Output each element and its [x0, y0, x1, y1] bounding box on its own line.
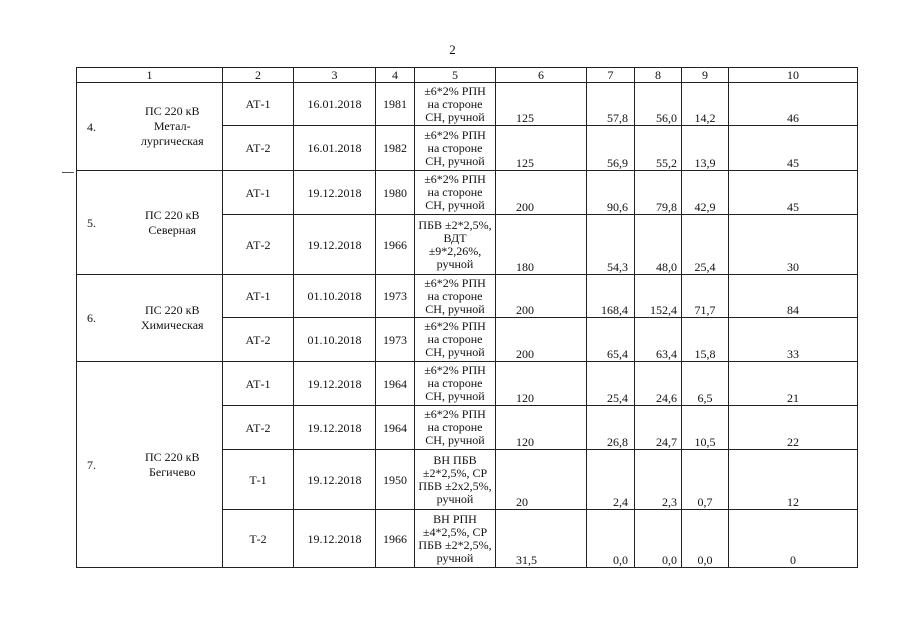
header-row	[77, 68, 858, 83]
col6-cell: 20	[496, 450, 587, 510]
header-cell: 7	[587, 68, 635, 83]
year-cell: 1981	[376, 83, 415, 126]
col10-cell: 21	[729, 362, 858, 406]
regulation-line: ПБВ ±2*2,5%,	[418, 217, 492, 232]
header-cell: 2	[223, 68, 294, 83]
regulation-line: на стороне	[427, 288, 483, 303]
unit-cell: АТ-1	[223, 275, 294, 318]
date-cell: 19.12.2018	[294, 362, 376, 406]
substation-name	[123, 83, 223, 171]
col10-cell: 22	[729, 406, 858, 450]
regulation-cell	[415, 83, 496, 126]
substation-table	[76, 67, 858, 568]
col7-cell: 54,3	[587, 215, 635, 275]
regulation-cell	[415, 450, 496, 510]
col7-cell: 90,6	[587, 171, 635, 215]
regulation-line: ручной	[436, 550, 474, 565]
table-row	[77, 362, 858, 406]
col7-cell: 25,4	[587, 362, 635, 406]
col8-cell: 79,8	[635, 171, 682, 215]
header-cell: 9	[682, 68, 729, 83]
col9-cell: 15,8	[682, 318, 729, 362]
col7-cell: 0,0	[587, 510, 635, 568]
col8-cell: 2,3	[635, 450, 682, 510]
unit-cell: Т-1	[223, 450, 294, 510]
date-cell: 19.12.2018	[294, 450, 376, 510]
group-number: 5.	[77, 171, 123, 275]
col8-cell: 55,2	[635, 126, 682, 171]
regulation-line: СН, ручной	[425, 301, 485, 316]
col9-cell: 0,7	[682, 450, 729, 510]
header-cell: 10	[729, 68, 858, 83]
regulation-line: на стороне	[427, 185, 483, 199]
col8-cell: 152,4	[635, 275, 682, 318]
regulation-line: ручной	[436, 256, 474, 271]
regulation-line: ±9*2,26%,	[428, 243, 482, 258]
col6-cell: 125	[496, 83, 587, 126]
date-cell: 01.10.2018	[294, 275, 376, 318]
regulation-line: ±6*2% РПН	[424, 172, 486, 186]
regulation-cell	[415, 171, 496, 215]
header-cell: 8	[635, 68, 682, 83]
regulation-cell	[415, 318, 496, 362]
unit-cell: АТ-2	[223, 126, 294, 171]
col10-cell: 30	[729, 215, 858, 275]
substation-name-line: Северная	[148, 222, 197, 237]
col8-cell: 0,0	[635, 510, 682, 568]
col10-cell: 12	[729, 450, 858, 510]
col9-cell: 42,9	[682, 171, 729, 215]
col9-cell: 71,7	[682, 275, 729, 318]
regulation-line: на стороне	[427, 96, 483, 111]
regulation-line: СН, ручной	[425, 153, 485, 168]
regulation-line: ±6*2% РПН	[424, 407, 486, 421]
regulation-cell	[415, 215, 496, 275]
regulation-line: ВН РПН	[433, 511, 477, 526]
substation-name	[123, 362, 223, 568]
table-row	[77, 171, 858, 215]
col9-cell: 0,0	[682, 510, 729, 568]
group-number: 6.	[77, 275, 123, 362]
substation-name-line: ПС 220 кВ	[144, 449, 200, 464]
unit-cell: АТ-2	[223, 406, 294, 450]
header-cell: 3	[294, 68, 376, 83]
substation-name-line: Химическая	[140, 318, 204, 332]
substation-name-line: ПС 220 кВ	[144, 207, 200, 222]
col7-cell: 65,4	[587, 318, 635, 362]
col9-cell: 6,5	[682, 362, 729, 406]
year-cell: 1982	[376, 126, 415, 171]
regulation-cell	[415, 362, 496, 406]
table-row	[77, 83, 858, 126]
unit-cell: АТ-1	[223, 171, 294, 215]
col7-cell: 168,4	[587, 275, 635, 318]
substation-name	[123, 171, 223, 275]
col6-cell: 125	[496, 126, 587, 171]
col6-cell: 180	[496, 215, 587, 275]
regulation-line: ручной	[436, 491, 474, 506]
regulation-cell	[415, 406, 496, 450]
year-cell: 1964	[376, 362, 415, 406]
regulation-line: на стороне	[427, 376, 483, 390]
header-cell: 4	[376, 68, 415, 83]
regulation-line: СН, ручной	[425, 109, 485, 124]
col9-cell: 25,4	[682, 215, 729, 275]
regulation-cell	[415, 510, 496, 568]
col7-cell: 57,8	[587, 83, 635, 126]
year-cell: 1973	[376, 275, 415, 318]
unit-cell: Т-2	[223, 510, 294, 568]
regulation-cell	[415, 126, 496, 171]
col7-cell: 26,8	[587, 406, 635, 450]
substation-name-line: ПС 220 кВ	[144, 104, 200, 118]
col9-cell: 10,5	[682, 406, 729, 450]
regulation-line: ±6*2% РПН	[424, 363, 486, 377]
regulation-line: ВН ПБВ	[433, 452, 477, 467]
col10-cell: 46	[729, 83, 858, 126]
col8-cell: 48,0	[635, 215, 682, 275]
year-cell: 1966	[376, 215, 415, 275]
col10-cell: 45	[729, 171, 858, 215]
regulation-line: ПБВ ±2х2,5%,	[418, 478, 492, 493]
col10-cell: 0	[729, 510, 858, 568]
unit-cell: АТ-1	[223, 83, 294, 126]
header-cell: 5	[415, 68, 496, 83]
regulation-cell	[415, 275, 496, 318]
regulation-line: СН, ручной	[425, 433, 485, 447]
regulation-line: ±6*2% РПН	[424, 83, 486, 98]
year-cell: 1964	[376, 406, 415, 450]
group-number: 7.	[77, 362, 123, 568]
regulation-line: СН, ручной	[425, 198, 485, 212]
date-cell: 01.10.2018	[294, 318, 376, 362]
table-row	[77, 275, 858, 318]
col8-cell: 63,4	[635, 318, 682, 362]
unit-cell: АТ-2	[223, 318, 294, 362]
unit-cell: АТ-1	[223, 362, 294, 406]
regulation-line: на стороне	[427, 140, 483, 155]
col10-cell: 45	[729, 126, 858, 171]
col9-cell: 14,2	[682, 83, 729, 126]
date-cell: 19.12.2018	[294, 215, 376, 275]
regulation-line: ВДТ	[443, 230, 467, 245]
substation-name-line: Бегичево	[148, 464, 196, 479]
col8-cell: 24,6	[635, 362, 682, 406]
date-cell: 19.12.2018	[294, 510, 376, 568]
date-cell: 19.12.2018	[294, 171, 376, 215]
substation-name-line: Метал-	[153, 119, 191, 133]
year-cell: 1973	[376, 318, 415, 362]
col9-cell: 13,9	[682, 126, 729, 171]
regulation-line: СН, ручной	[425, 389, 485, 403]
col10-cell: 33	[729, 318, 858, 362]
date-cell: 16.01.2018	[294, 83, 376, 126]
col8-cell: 24,7	[635, 406, 682, 450]
substation-name-line: лургическая	[140, 134, 204, 148]
regulation-line: на стороне	[427, 332, 483, 346]
header-cell: 1	[77, 68, 223, 83]
regulation-line: ±6*2% РПН	[424, 319, 486, 333]
margin-mark	[62, 172, 74, 173]
regulation-line: ±6*2% РПН	[424, 275, 486, 290]
date-cell: 16.01.2018	[294, 126, 376, 171]
date-cell: 19.12.2018	[294, 406, 376, 450]
substation-name	[123, 275, 223, 362]
col6-cell: 200	[496, 171, 587, 215]
col10-cell: 84	[729, 275, 858, 318]
header-cell: 6	[496, 68, 587, 83]
col6-cell: 31,5	[496, 510, 587, 568]
year-cell: 1980	[376, 171, 415, 215]
regulation-line: ПБВ ±2*2,5%,	[418, 537, 492, 552]
col7-cell: 56,9	[587, 126, 635, 171]
col6-cell: 200	[496, 275, 587, 318]
year-cell: 1966	[376, 510, 415, 568]
regulation-line: СН, ручной	[425, 345, 485, 359]
regulation-line: ±2*2,5%, СР	[422, 465, 488, 480]
unit-cell: АТ-2	[223, 215, 294, 275]
group-number: 4.	[77, 83, 123, 171]
col8-cell: 56,0	[635, 83, 682, 126]
regulation-line: ±6*2% РПН	[424, 127, 486, 142]
substation-name-line: ПС 220 кВ	[144, 303, 200, 317]
page-number: 2	[449, 42, 456, 57]
regulation-line: на стороне	[427, 420, 483, 434]
col6-cell: 120	[496, 362, 587, 406]
col6-cell: 200	[496, 318, 587, 362]
col7-cell: 2,4	[587, 450, 635, 510]
year-cell: 1950	[376, 450, 415, 510]
regulation-line: ±4*2,5%, СР	[422, 524, 488, 539]
col6-cell: 120	[496, 406, 587, 450]
